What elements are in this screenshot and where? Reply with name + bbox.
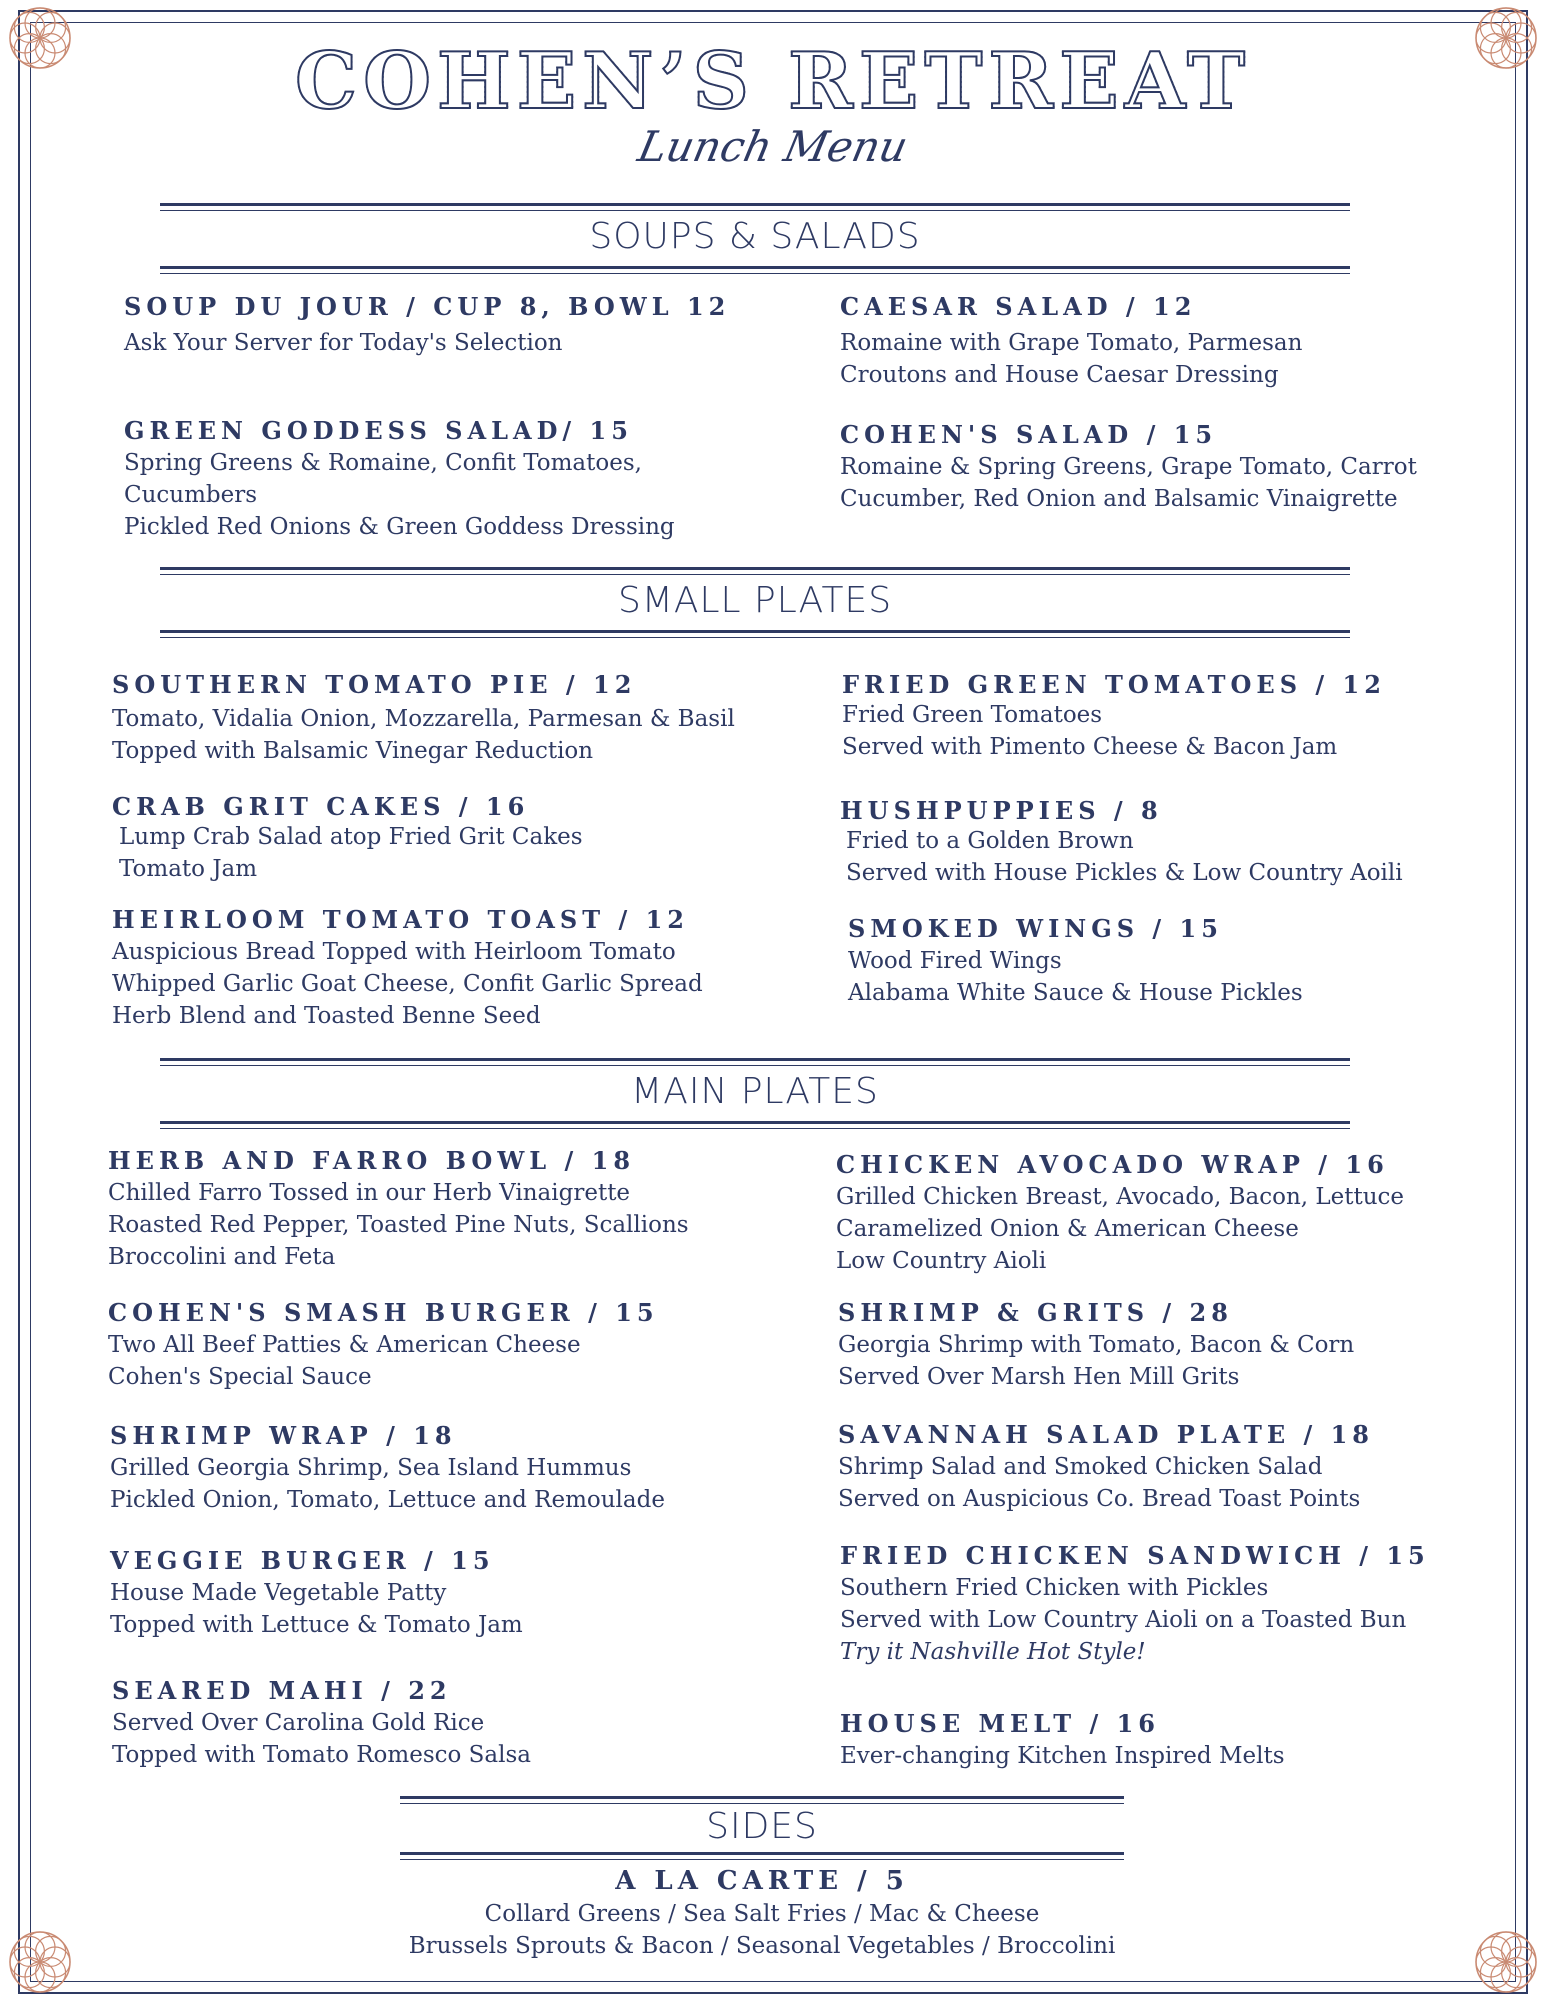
item-desc-line: Broccolini and Feta	[108, 1244, 336, 1270]
menu-item	[840, 1541, 1430, 1668]
item-note: Try it Nashville Hot Style!	[840, 1639, 1146, 1665]
item-name: COHEN'S SMASH BURGER / 15	[108, 1298, 659, 1327]
menu-item	[848, 914, 1303, 1009]
item-name: SOUP DU JOUR / CUP 8, BOWL 12	[124, 292, 731, 321]
item-desc-line: Lump Crab Salad atop Fried Grit Cakes	[119, 824, 583, 850]
item-desc-line: Topped with Lettuce & Tomato Jam	[110, 1612, 523, 1638]
menu-item	[108, 1298, 659, 1393]
item-desc-line: Alabama White Sauce & House Pickles	[848, 980, 1303, 1006]
item-name: SAVANNAH SALAD PLATE / 18	[838, 1420, 1374, 1449]
menu-subtitle: Lunch Menu	[633, 122, 913, 171]
item-name: CRAB GRIT CAKES / 16	[112, 792, 530, 821]
menu-item	[840, 796, 1403, 889]
item-name: A LA CARTE / 5	[615, 1866, 909, 1896]
item-desc-line: Fried to a Golden Brown	[846, 828, 1134, 854]
menu-item	[124, 416, 675, 543]
item-desc-line: Georgia Shrimp with Tomato, Bacon & Corn	[838, 1332, 1355, 1358]
item-name: CHICKEN AVOCADO WRAP / 16	[836, 1150, 1389, 1179]
item-name: CAESAR SALAD / 12	[840, 292, 1197, 321]
item-desc-line: Fried Green Tomatoes	[842, 702, 1103, 728]
item-desc-line: Wood Fired Wings	[848, 948, 1062, 974]
section-rule-bottom	[400, 1852, 1124, 1860]
item-desc-line: Spring Greens & Romaine, Confit Tomatoes,	[124, 450, 642, 476]
item-name: SEARED MAHI / 22	[112, 1676, 452, 1705]
item-desc-line: Topped with Balsamic Vinegar Reduction	[112, 738, 594, 764]
item-desc-line: House Made Vegetable Patty	[110, 1580, 447, 1606]
section-rule-top	[160, 567, 1350, 575]
item-desc-line: Whipped Garlic Goat Cheese, Confit Garlic Spread	[112, 971, 703, 997]
menu-item	[840, 420, 1417, 515]
item-name: SHRIMP WRAP / 18	[110, 1421, 457, 1450]
item-desc-line: Shrimp Salad and Smoked Chicken Salad	[838, 1454, 1323, 1480]
item-desc-line: Grilled Georgia Shrimp, Sea Island Hummus	[110, 1455, 632, 1481]
item-name: HOUSE MELT / 16	[840, 1709, 1161, 1738]
item-desc-line: Romaine with Grape Tomato, Parmesan	[840, 330, 1303, 356]
section-rule-bottom	[160, 630, 1350, 638]
corner-ornament-bottom-left	[2, 1924, 78, 2000]
item-desc-line: Collard Greens / Sea Salt Fries / Mac & Cheese	[484, 1901, 1040, 1927]
item-desc-line: Croutons and House Caesar Dressing	[840, 362, 1279, 388]
item-desc-line: Brussels Sprouts & Bacon / Seasonal Vegetables / Broccolini	[408, 1933, 1116, 1959]
item-desc-line: Ask Your Server for Today's Selection	[124, 330, 563, 356]
menu-item	[300, 1866, 1224, 1962]
section-rule-bottom	[160, 1121, 1350, 1129]
section-title-small-plates: SMALL PLATES	[617, 580, 893, 621]
item-desc-line: Served with Low Country Aioli on a Toasted Bun	[840, 1607, 1407, 1633]
item-desc-line: Cucumber, Red Onion and Balsamic Vinaigrette	[840, 486, 1398, 512]
item-desc-line: Grilled Chicken Breast, Avocado, Bacon, Lettuce	[836, 1184, 1405, 1210]
item-name: SOUTHERN TOMATO PIE / 12	[112, 670, 637, 699]
item-desc-line: Pickled Onion, Tomato, Lettuce and Remoulade	[110, 1487, 665, 1513]
rosette-icon	[1468, 1924, 1544, 2000]
item-desc-line: Low Country Aioli	[836, 1248, 1047, 1274]
menu-item	[112, 905, 703, 1032]
item-name: FRIED CHICKEN SANDWICH / 15	[840, 1541, 1430, 1570]
menu-item	[842, 670, 1386, 763]
item-desc-line: Auspicious Bread Topped with Heirloom Tomato	[112, 939, 676, 965]
item-desc-line: Caramelized Onion & American Cheese	[836, 1216, 1299, 1242]
menu-item	[112, 670, 735, 767]
item-desc-line: Topped with Tomato Romesco Salsa	[112, 1742, 531, 1768]
section-rule-top	[400, 1796, 1124, 1804]
item-name: GREEN GODDESS SALAD/ 15	[124, 416, 633, 445]
item-desc-line: Tomato, Vidalia Onion, Mozzarella, Parmesan & Basil	[112, 706, 735, 732]
menu-item	[124, 292, 730, 359]
item-name: SMOKED WINGS / 15	[848, 914, 1223, 943]
item-desc-line: Ever-changing Kitchen Inspired Melts	[840, 1743, 1285, 1769]
item-desc-line: Herb Blend and Toasted Benne Seed	[112, 1003, 541, 1029]
restaurant-title: COHEN’S RETREAT	[0, 36, 1546, 127]
menu-item	[836, 1150, 1404, 1277]
item-desc-line: Served on Auspicious Co. Bread Toast Points	[838, 1486, 1361, 1512]
item-desc-line: Served Over Marsh Hen Mill Grits	[838, 1364, 1240, 1390]
item-name: COHEN'S SALAD / 15	[840, 420, 1218, 449]
item-name: HEIRLOOM TOMATO TOAST / 12	[112, 905, 689, 934]
item-desc-line: Southern Fried Chicken with Pickles	[840, 1575, 1269, 1601]
item-desc-line: Two All Beef Patties & American Cheese	[108, 1332, 581, 1358]
menu-item	[112, 1676, 531, 1771]
item-desc-line: Served Over Carolina Gold Rice	[112, 1710, 485, 1736]
section-rule-top	[160, 203, 1350, 211]
item-desc-line: Pickled Red Onions & Green Goddess Dressing	[124, 514, 675, 540]
menu-item	[840, 1709, 1285, 1772]
item-name: HUSHPUPPIES / 8	[840, 796, 1163, 825]
item-name: FRIED GREEN TOMATOES / 12	[842, 670, 1386, 699]
item-desc-line: Roasted Red Pepper, Toasted Pine Nuts, Scallions	[108, 1212, 689, 1238]
section-title-soups-salads: SOUPS & SALADS	[589, 216, 921, 257]
section-rule-bottom	[160, 266, 1350, 274]
item-desc-line: Served with Pimento Cheese & Bacon Jam	[842, 734, 1338, 760]
menu-item	[108, 1146, 689, 1273]
item-desc-line: Romaine & Spring Greens, Grape Tomato, Carrot	[840, 454, 1417, 480]
section-rule-top	[160, 1058, 1350, 1066]
corner-ornament-bottom-right	[1468, 1924, 1544, 2000]
menu-item	[110, 1421, 665, 1516]
menu-item	[838, 1420, 1374, 1515]
item-desc-line: Tomato Jam	[119, 856, 258, 882]
menu-item	[110, 1546, 523, 1641]
item-desc-line: Chilled Farro Tossed in our Herb Vinaigrette	[108, 1180, 631, 1206]
item-desc-line: Served with House Pickles & Low Country Aoili	[846, 860, 1403, 886]
rosette-icon	[2, 1924, 78, 2000]
item-name: SHRIMP & GRITS / 28	[838, 1298, 1233, 1327]
item-desc-line: Cohen's Special Sauce	[108, 1364, 372, 1390]
menu-item	[112, 792, 583, 885]
item-name: VEGGIE BURGER / 15	[110, 1546, 495, 1575]
item-name: HERB AND FARRO BOWL / 18	[108, 1146, 636, 1175]
menu-item	[840, 292, 1302, 391]
section-title-main-plates: MAIN PLATES	[631, 1071, 879, 1112]
menu-item	[838, 1298, 1354, 1393]
section-title-sides: SIDES	[706, 1806, 818, 1847]
item-desc-line: Cucumbers	[124, 482, 258, 508]
